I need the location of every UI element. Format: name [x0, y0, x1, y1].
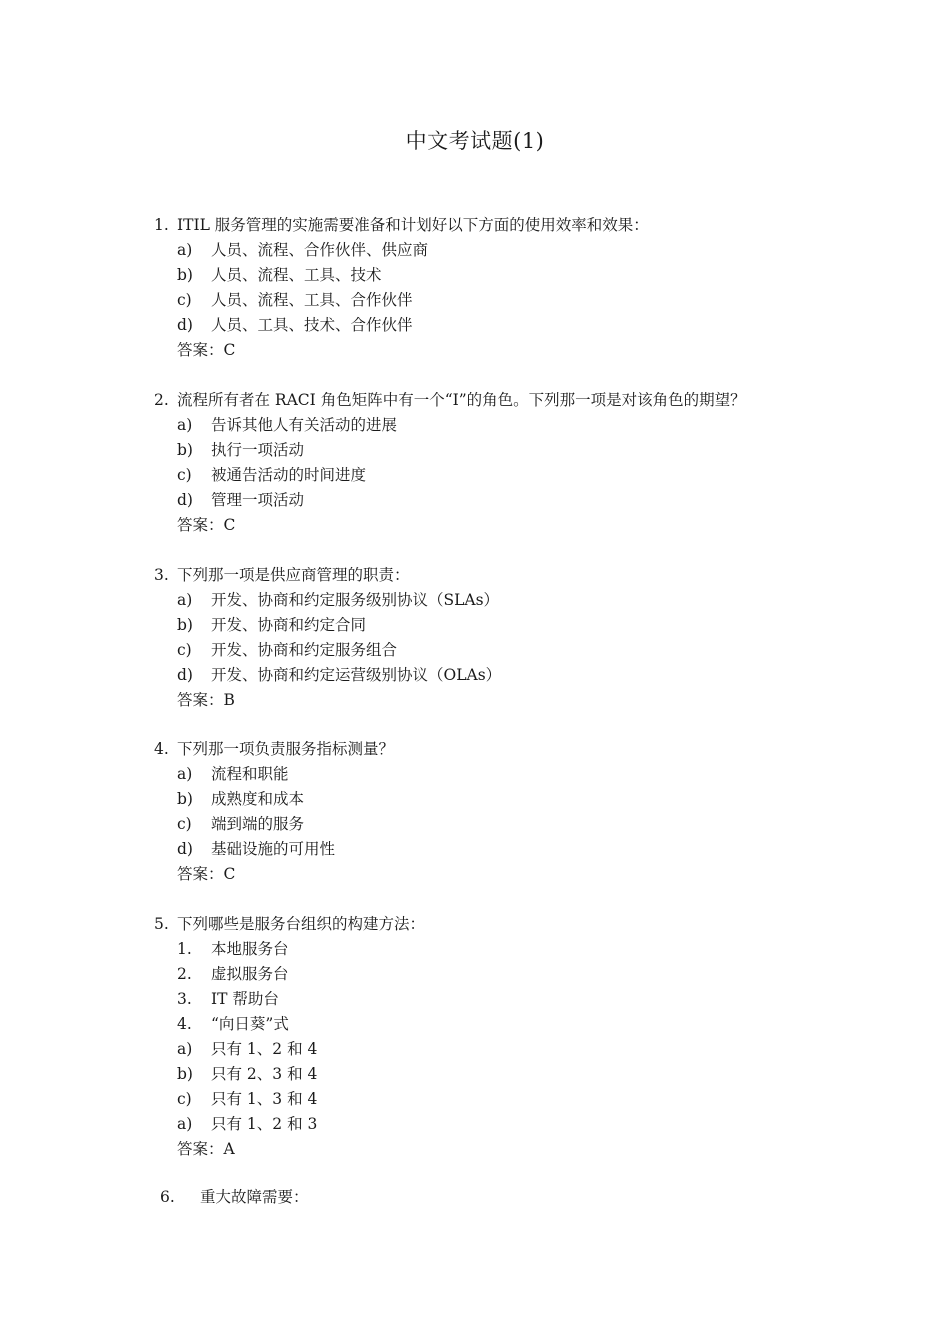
statement-2: 2. 虚拟服务台	[177, 965, 289, 983]
option-b: b) 执行一项活动	[177, 441, 305, 459]
question-text: 3. 下列那一项是供应商管理的职责：	[154, 566, 410, 584]
answer: 答案：C	[177, 865, 236, 883]
option-d: a) 只有 1、2 和 3	[177, 1115, 318, 1133]
option-a: a) 只有 1、2 和 4	[177, 1040, 318, 1058]
statement-4: 4. “向日葵”式	[177, 1015, 289, 1033]
option-a: a) 人员、流程、合作伙伴、供应商	[177, 241, 429, 259]
option-c: c) 人员、流程、工具、合作伙伴	[177, 291, 413, 309]
question-2	[154, 388, 874, 538]
option-d: d) 开发、协商和约定运营级别协议（OLAs）	[177, 666, 502, 684]
question-text: 2. 流程所有者在 RACI 角色矩阵中有一个“I”的角色。下列那一项是对该角色的期望？	[154, 391, 746, 409]
option-c: c) 只有 1、3 和 4	[177, 1090, 318, 1108]
option-a: a) 开发、协商和约定服务级别协议（SLAs）	[177, 591, 500, 609]
statement-3: 3. IT 帮助台	[177, 990, 279, 1008]
question-text: 4. 下列那一项负责服务指标测量？	[154, 740, 395, 758]
statement-1: 1. 本地服务台	[177, 940, 289, 958]
question-text: 1. ITIL 服务管理的实施需要准备和计划好以下方面的使用效率和效果：	[154, 216, 649, 234]
question-6: 6. 重大故障需要：	[160, 1188, 309, 1206]
question-text: 5. 下列哪些是服务台组织的构建方法：	[154, 915, 426, 933]
option-b: b) 人员、流程、工具、技术	[177, 266, 382, 284]
question-4	[154, 737, 874, 887]
answer: 答案：B	[177, 691, 235, 709]
question-1	[154, 213, 874, 363]
question-5	[154, 912, 874, 1162]
option-d: d) 人员、工具、技术、合作伙伴	[177, 316, 413, 334]
option-b: b) 成熟度和成本	[177, 790, 305, 808]
option-a: a) 告诉其他人有关活动的进展	[177, 416, 398, 434]
answer: 答案：C	[177, 516, 236, 534]
option-d: d) 基础设施的可用性	[177, 840, 336, 858]
document-title: 中文考试题(1)	[405, 129, 545, 153]
answer: 答案：A	[177, 1140, 235, 1158]
option-d: d) 管理一项活动	[177, 491, 305, 509]
option-c: c) 被通告活动的时间进度	[177, 466, 367, 484]
option-a: a) 流程和职能	[177, 765, 289, 783]
option-b: b) 只有 2、3 和 4	[177, 1065, 318, 1083]
answer: 答案：C	[177, 341, 236, 359]
option-c: c) 端到端的服务	[177, 815, 305, 833]
option-c: c) 开发、协商和约定服务组合	[177, 641, 398, 659]
question-3	[154, 563, 874, 713]
option-b: b) 开发、协商和约定合同	[177, 616, 367, 634]
